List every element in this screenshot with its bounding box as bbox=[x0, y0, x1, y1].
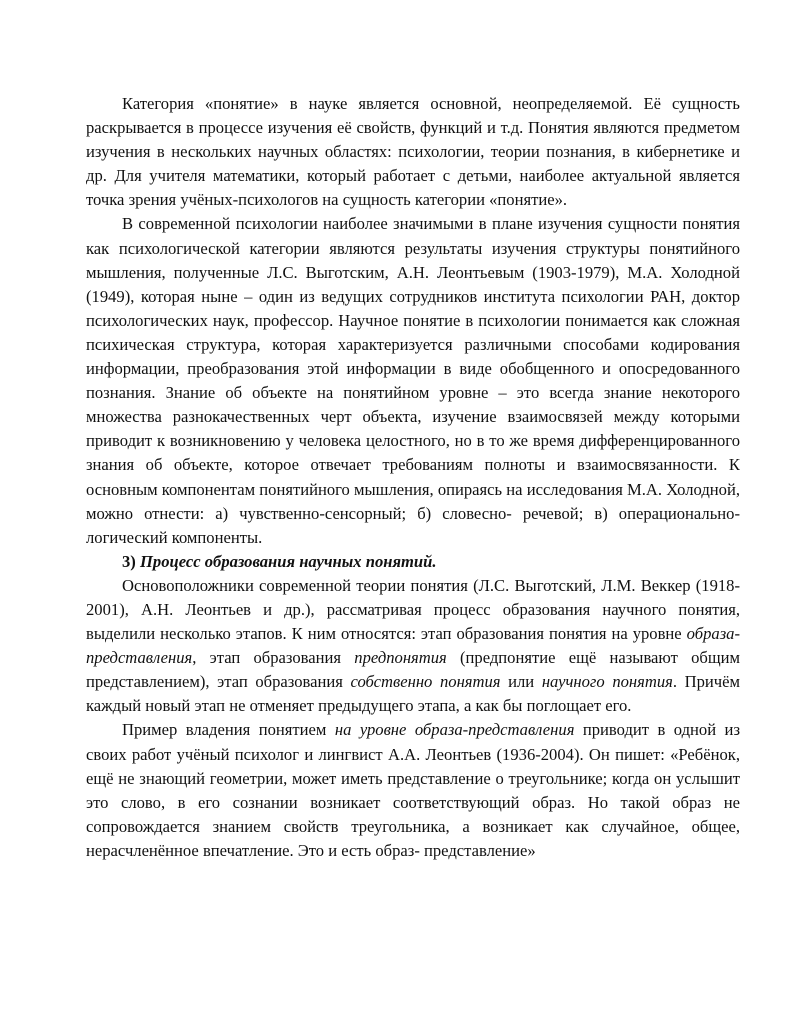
paragraph-example bbox=[86, 718, 740, 863]
emphasis-concept-proper: собственно понятия bbox=[350, 672, 501, 692]
paragraph-stages-text-5: . Причём каждый новый этап не отменяет предыдущего этапа, а как бы поглощает его. bbox=[86, 672, 741, 716]
paragraph-stages-text-4: или bbox=[500, 672, 542, 692]
document-body bbox=[86, 92, 740, 863]
paragraph-example-text-1: Пример владения понятием bbox=[122, 720, 335, 740]
emphasis-image-representation: образа-представления bbox=[86, 624, 740, 668]
section-heading-title: Процесс образования научных понятий. bbox=[139, 551, 437, 571]
section-heading-number: 3) bbox=[122, 551, 140, 571]
paragraph-example-text-2: приводит в одной из своих работ учёный психолог и лингвист А.А. Леонтьев (1936-2004). Он пишет: «Ребёнок, ещё не знающий геометрии, может иметь представление о треугольнике; когда он услышит это слово, в его сознании возникает соответствующий образ. Но такой образ не сопровождается знанием свойств треугольника, а возникает как случайное, общее, нерасчленённое впечатление. Это и есть образ- представление» bbox=[86, 720, 740, 860]
paragraph-stages-text-2: , этап образования bbox=[192, 648, 355, 668]
paragraph-stages-text-1: Основоположники современной теории понятия (Л.С. Выготский, Л.М. Веккер (1918-2001), А.Н. Леонтьев и др.), рассматривая процесс образования научного понятия, выделили несколько этапов. К ним относятся: этап образования понятия на уровне bbox=[86, 575, 740, 644]
emphasis-scientific-concept: научного понятия bbox=[541, 672, 673, 692]
emphasis-image-representation-level: на уровне образа-представления bbox=[334, 720, 575, 740]
paragraph-category-concept: Категория «понятие» в науке является основной, неопределяемой. Её сущность раскрывается в процессе изучения её свойств, функций и т.д. Понятия являются предметом изучения в нескольких научных областях: психологии, теории познания, в кибернетике и др. Для учителя математики, который работает с детьми, наиболее актуальной является точка зрения учёных-психологов на сущность категории «понятие». bbox=[86, 94, 740, 210]
emphasis-preconcept: предпонятия bbox=[354, 648, 447, 668]
paragraph-stages-text-3: (предпонятие ещё называют общим представлением), этап образования bbox=[86, 648, 740, 692]
paragraph-modern-psychology: В современной психологии наиболее значимыми в плане изучения сущности понятия как психологической категории являются результаты изучения структуры понятийного мышления, полученные Л.С. Выготским, А.Н. Леонтьевым (1903-1979), М.А. Холодной (1949), которая ныне – один из ведущих сотрудников института психологии РАН, доктор психологических наук, профессор. Научное понятие в психологии понимается как сложная психическая структура, которая характеризуется различными способами кодирования информации, преобразования этой информации в виде обобщенного и опосредованного познания. Знание об объекте на понятийном уровне – это всегда знание некоторого множества разнокачественных черт объекта, изучение взаимосвязей между которыми приводит к возникновению у человека целостного, но в то же время дифференцированного знания об объекте, которое отвечает требованиям полноты и взаимосвязанности. К основным компонентам понятийного мышления, опираясь на исследования М.А. Холодной, можно отнести: а) чувственно-сенсорный; б) словесно- речевой; в) операционально-логический компоненты. bbox=[86, 214, 740, 547]
section-heading bbox=[86, 550, 740, 574]
paragraph-stages bbox=[86, 574, 740, 719]
